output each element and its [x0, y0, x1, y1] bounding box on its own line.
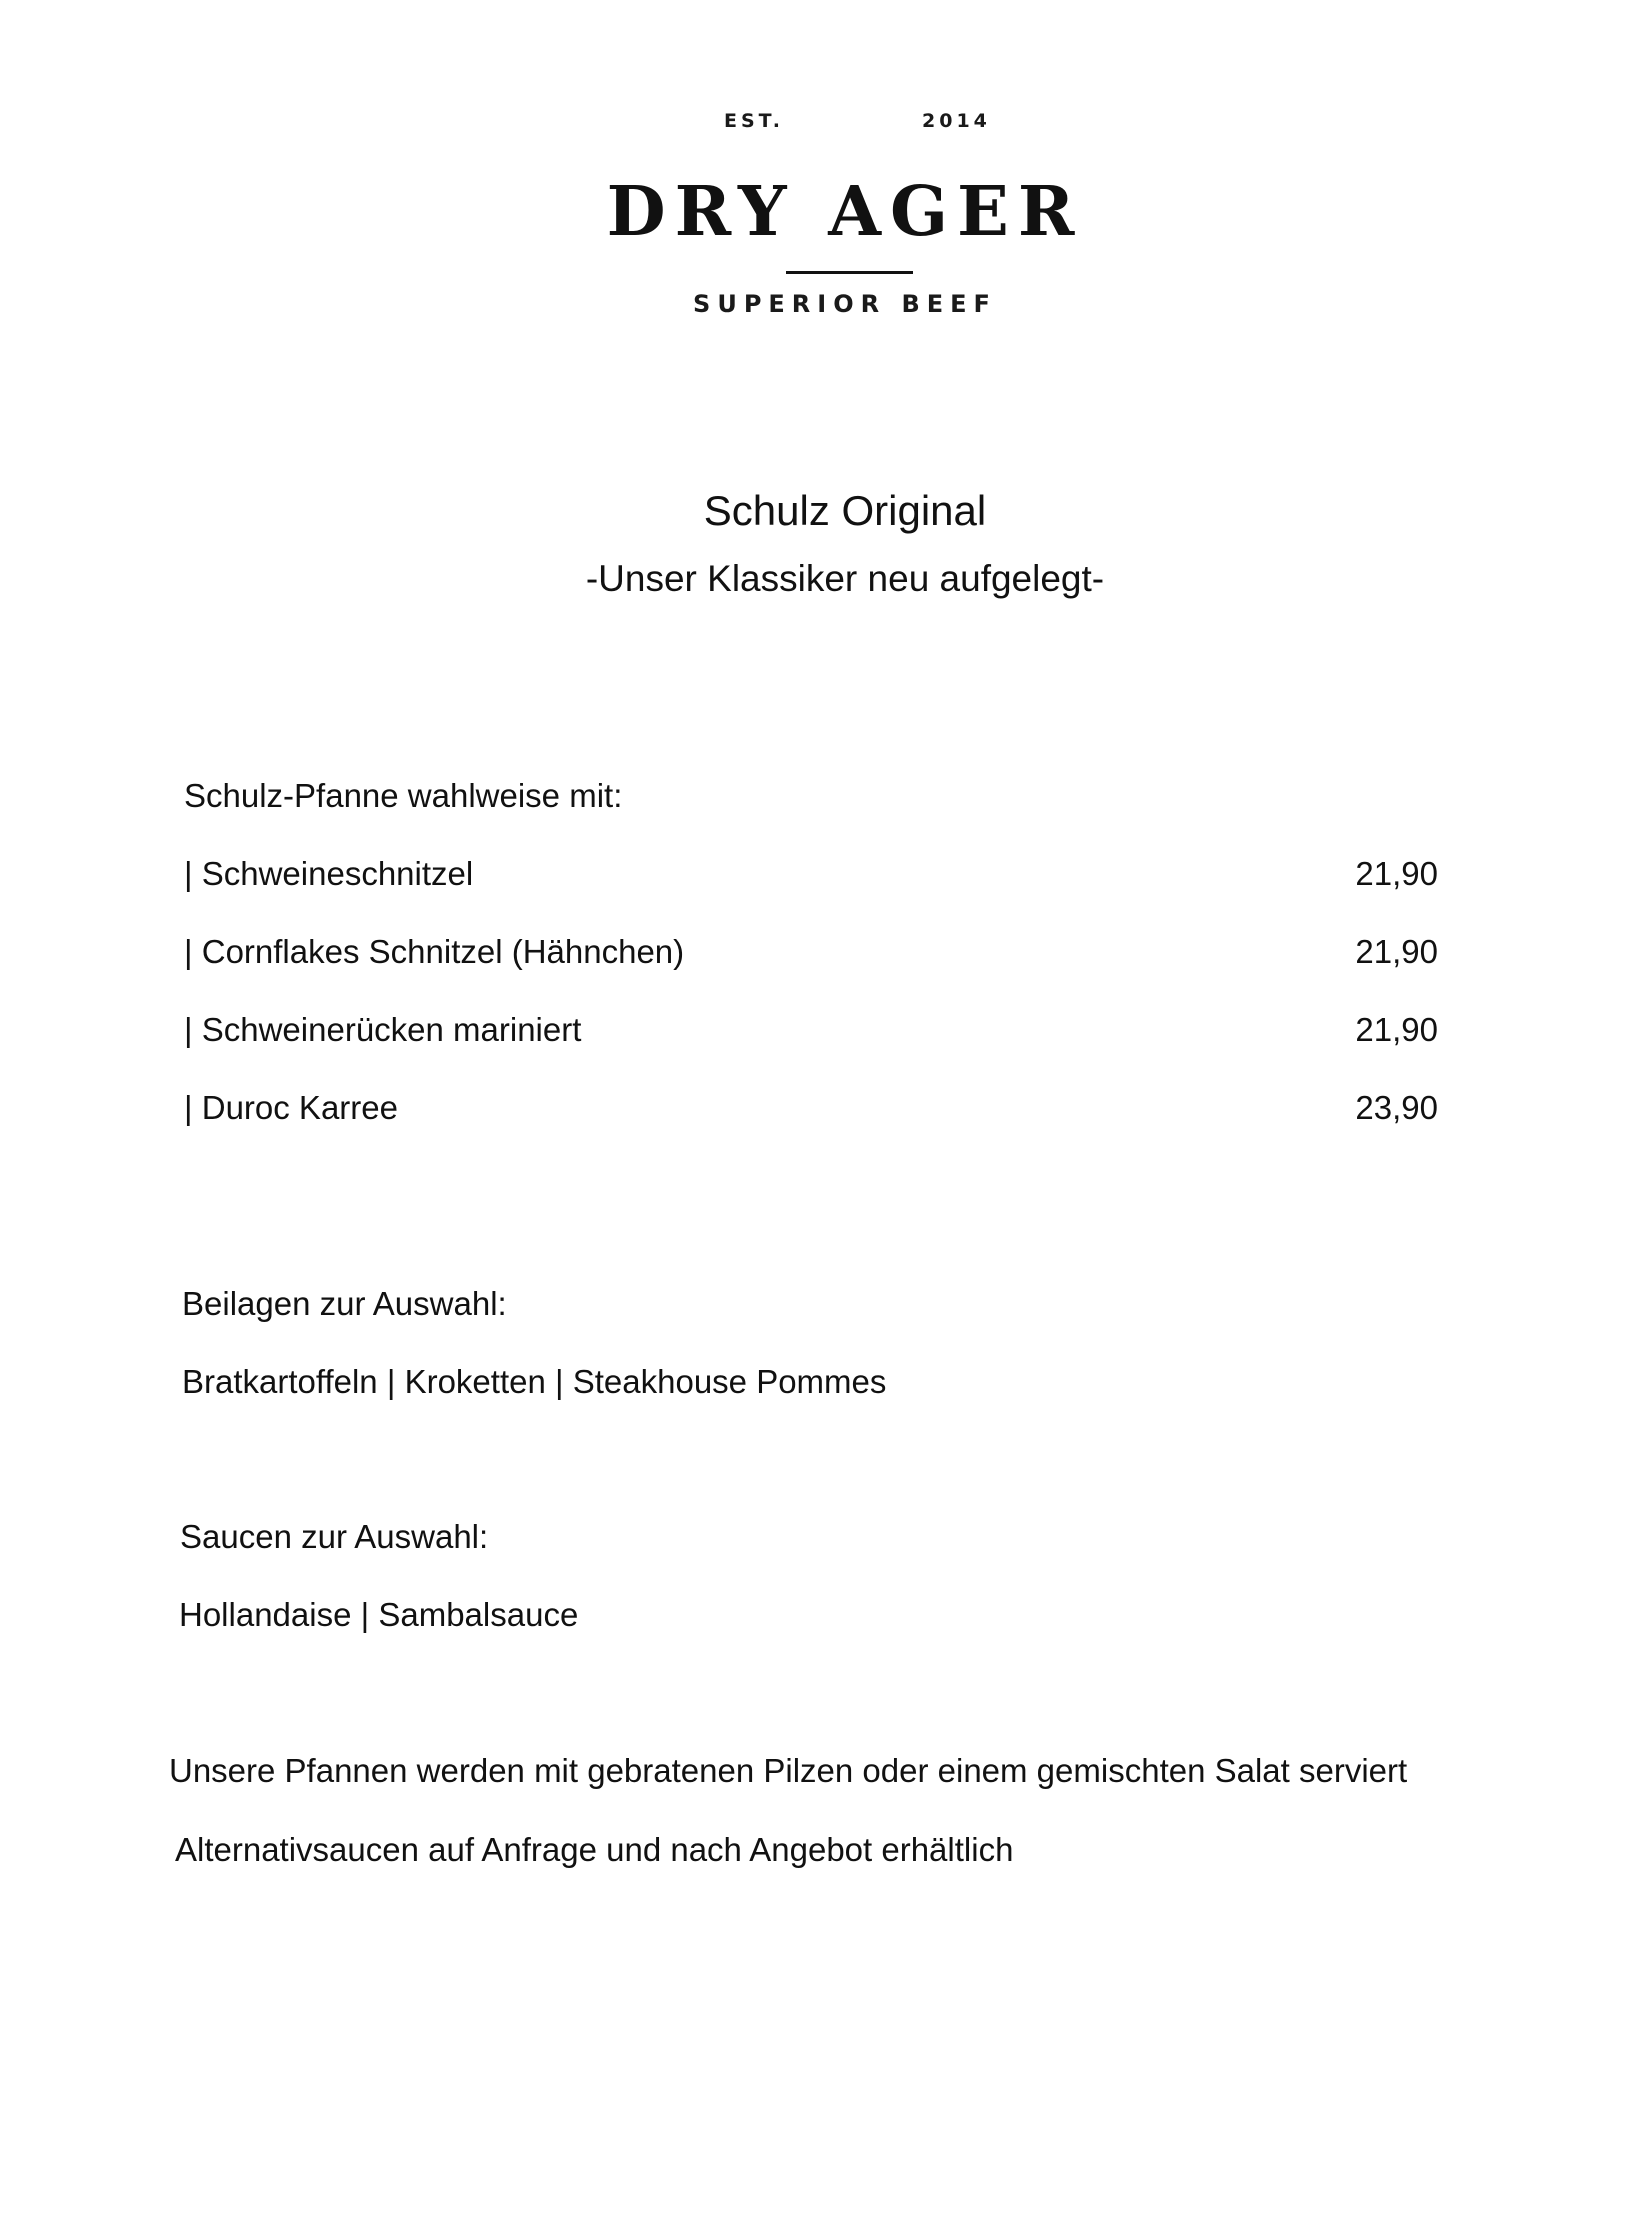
- sauces-label: Saucen zur Auswahl:: [180, 1518, 489, 1555]
- logo-tagline: SUPERIOR BEEF: [693, 290, 997, 318]
- menu-title: Schulz Original: [703, 487, 987, 534]
- sauce-availability-note: Alternativsaucen auf Anfrage und nach Angebot erhältlich: [175, 1831, 1014, 1868]
- menu-item-name: | Cornflakes Schnitzel (Hähnchen): [184, 933, 685, 970]
- logo-divider: [786, 271, 913, 274]
- sauces-options: Hollandaise | Sambalsauce: [179, 1596, 579, 1633]
- sides-options: Bratkartoffeln | Kroketten | Steakhouse Pommes: [182, 1363, 887, 1400]
- menu-item-name: | Duroc Karree: [184, 1089, 398, 1126]
- menu-item-price: 21,90: [1355, 1011, 1438, 1048]
- menu-item-price: 23,90: [1355, 1089, 1438, 1126]
- pan-intro: Schulz-Pfanne wahlweise mit:: [184, 777, 623, 814]
- serving-note: Unsere Pfannen werden mit gebratenen Pilzen oder einem gemischten Salat serviert: [169, 1752, 1408, 1789]
- logo-year-label: 2014: [922, 110, 991, 132]
- menu-item-name: | Schweinerücken mariniert: [184, 1011, 582, 1048]
- logo-est-label: EST.: [724, 110, 784, 132]
- menu-item-price: 21,90: [1355, 933, 1438, 970]
- sides-label: Beilagen zur Auswahl:: [182, 1285, 507, 1322]
- logo-brand-name: DRY AGER: [606, 172, 1084, 252]
- menu-item-price: 21,90: [1355, 855, 1438, 892]
- menu-subtitle: -Unser Klassiker neu aufgelegt-: [585, 558, 1105, 599]
- menu-item-name: | Schweineschnitzel: [184, 855, 474, 892]
